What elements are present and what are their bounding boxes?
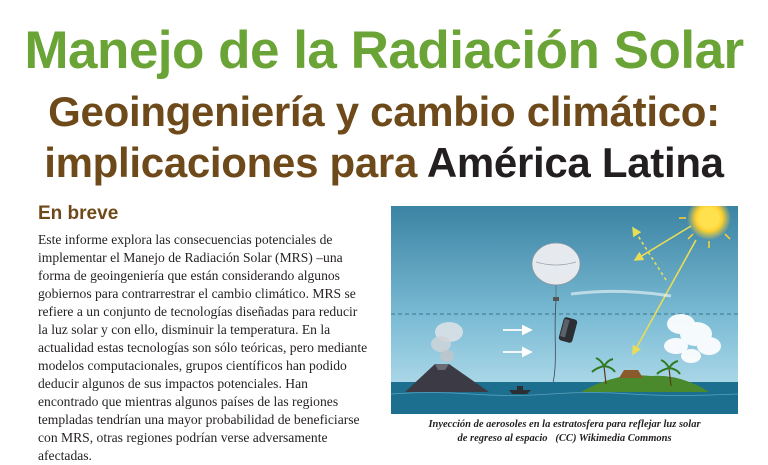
caption-line-2: de regreso al espacio (CC) Wikimedia Commons <box>457 433 672 444</box>
illustration <box>391 206 738 414</box>
subtitle-line-1: Geoingeniería y cambio climático: <box>48 88 720 135</box>
illustration-svg <box>391 206 738 414</box>
summary-paragraph: Este informe explora las consecuencias potenciales de implementar el Manejo de Radiación Solar (MRS) –una forma de geoingeniería que están considerando algunos gobiernos para contrarrestrar el cambio climático. MRS se refiere a un conjunto de tecnologías diseñadas para reducir la luz solar y con ello, disminuir la temperatura. En la actualidad estas tecnologías son sólo teóricas, pero mediante modelos computacionales, grupos científicos han podido deducir algunos de sus impactos potenciales. Han encontrado que mientras algunos países de las regiones templadas tendrían una mayor probabilidad de beneficiarse con MRS, otras regiones podrían verse adversamente afectadas. <box>38 232 368 463</box>
caption-line-1: Inyección de aerosoles en la estratosfera para reflejar luz solar <box>428 419 701 430</box>
figure-caption <box>391 418 738 446</box>
subtitle-line-2-part-a: implicaciones para <box>44 139 427 186</box>
subtitle-line-2 <box>0 140 768 186</box>
subtitle-line-2-part-b: América Latina <box>426 139 724 186</box>
section-heading: En breve <box>38 203 119 224</box>
page-title: Manejo de la Radiación Solar <box>24 21 744 80</box>
